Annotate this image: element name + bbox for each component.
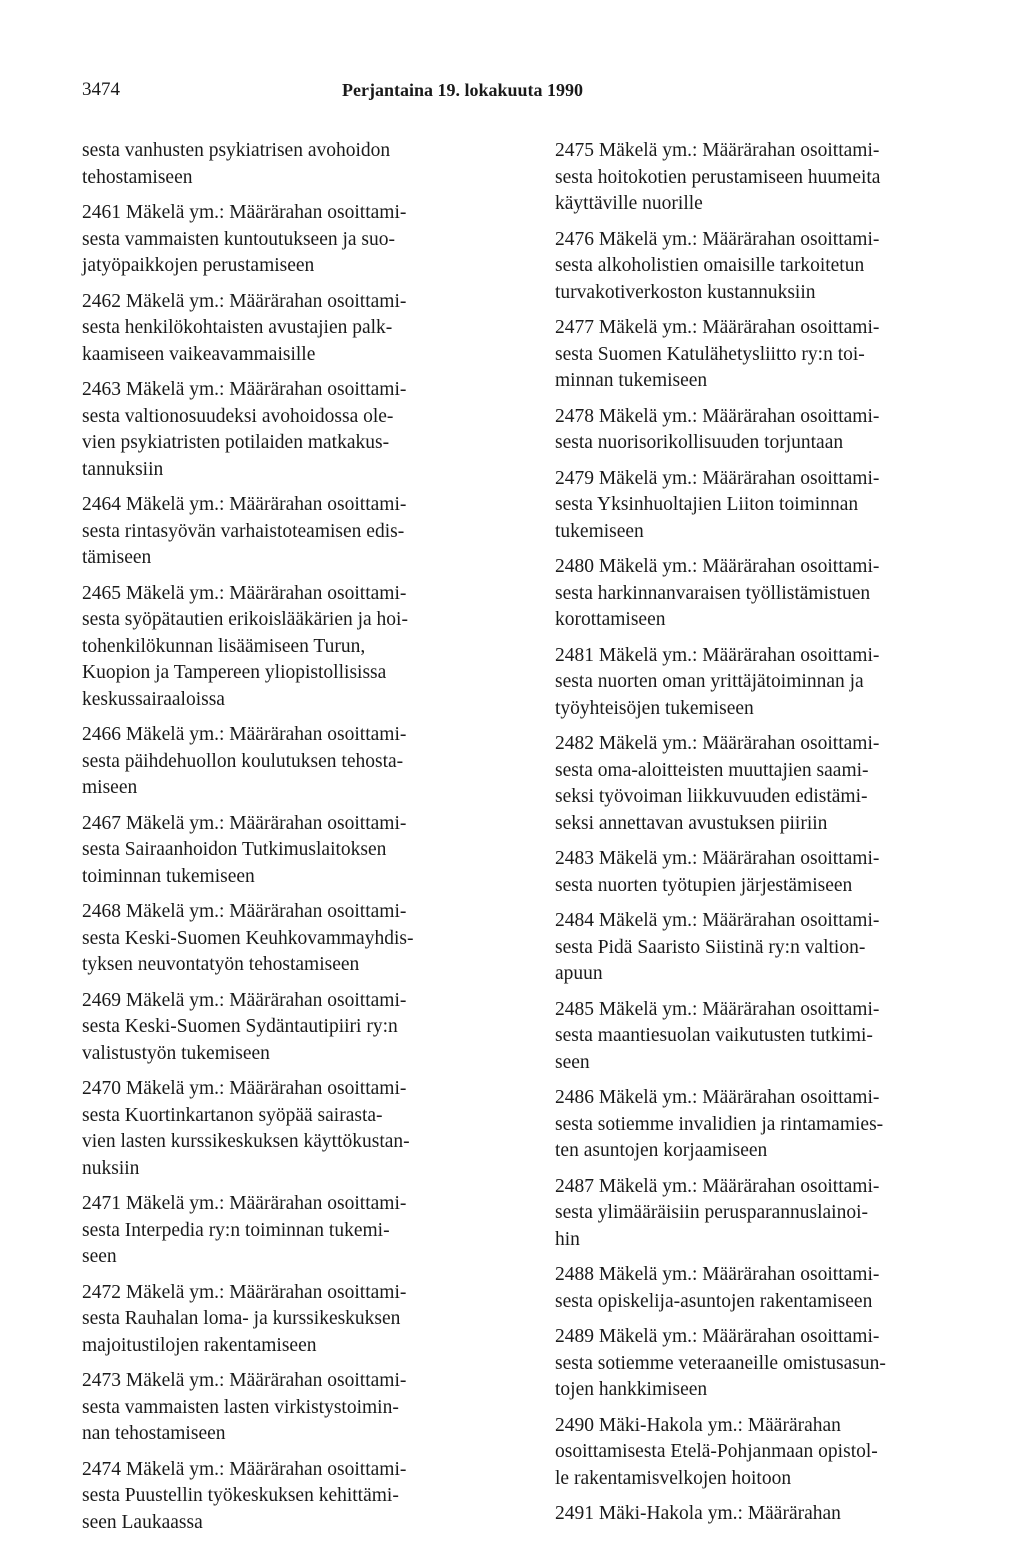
entry: 2488 Mäkelä ym.: Määrärahan osoittami- sesta opiskelija-asuntojen rakentamiseen [555,1264,880,1312]
entry: 2471 Mäkelä ym.: Määrärahan osoittami- sesta Interpedia ry:n toiminnan tukemi- seen [82,1193,407,1267]
entry: 2485 Mäkelä ym.: Määrärahan osoittami- sesta maantiesuolan vaikutusten tutkimi- seen [555,998,880,1073]
entry: 2466 Mäkelä ym.: Määrärahan osoittami- sesta päihdehuollon koulutuksen tehosta- miseen [82,724,407,798]
entry: 2473 Mäkelä ym.: Määrärahan osoittami- sesta vammaisten lasten virkistystoimin- nan tehostamiseen [82,1370,407,1444]
entry: 2463 Mäkelä ym.: Määrärahan osoittami- sesta valtionosuudeksi avohoidossa ole- vien psykiatristen potilaiden matkakus- tannuksiin [82,379,407,480]
entry: 2477 Mäkelä ym.: Määrärahan osoittami- sesta Suomen Katulähetysliitto ry:n toi- minnan tukemiseen [555,317,880,391]
entry: 2478 Mäkelä ym.: Määrärahan osoittami- sesta nuorisorikollisuuden torjuntaan [555,405,880,453]
entry: sesta vanhusten psykiatrisen avohoidon tehostamiseen [82,140,391,188]
entry: 2484 Mäkelä ym.: Määrärahan osoittami- sesta Pidä Saaristo Siistinä ry:n valtion- apuun [555,910,880,984]
entry: 2462 Mäkelä ym.: Määrärahan osoittami- sesta henkilökohtaisten avustajien palk- kaamiseen vaikeavammaisille [82,290,407,365]
left-column [82,138,502,1545]
entry: 2464 Mäkelä ym.: Määrärahan osoittami- sesta rintasyövän varhaistoteamisen edis- tämiseen [82,494,407,568]
entry: 2474 Mäkelä ym.: Määrärahan osoittami- sesta Puustellin työkeskuksen kehittämi- seen Laukaassa [82,1458,407,1533]
entry: 2483 Mäkelä ym.: Määrärahan osoittami- sesta nuorten työtupien järjestämiseen [555,848,880,896]
entry: 2482 Mäkelä ym.: Määrärahan osoittami- sesta oma-aloitteisten muuttajien saami- seksi työvoiman liikkuvuuden edistämi- seksi annettavan avustuksen piiriin [555,733,880,834]
entry: 2468 Mäkelä ym.: Määrärahan osoittami- sesta Keski-Suomen Keuhkovammayhdis- tyksen neuvontatyön tehostamiseen [82,901,414,975]
entry: 2479 Mäkelä ym.: Määrärahan osoittami- sesta Yksinhuoltajien Liiton toiminnan tukemiseen [555,467,880,542]
right-column [555,138,975,1537]
entry: 2470 Mäkelä ym.: Määrärahan osoittami- sesta Kuortinkartanon syöpää sairasta- vien lasten kurssikeskuksen käyttökustan- nuksiin [82,1078,410,1179]
page-number: 3474 [82,79,120,100]
running-head: Perjantaina 19. lokakuuta 1990 [342,80,584,100]
entry: 2467 Mäkelä ym.: Määrärahan osoittami- sesta Sairaanhoidon Tutkimuslaitoksen toiminnan tukemiseen [82,812,407,887]
entry: 2491 Mäki-Hakola ym.: Määrärahan [555,1503,841,1524]
entry: 2461 Mäkelä ym.: Määrärahan osoittami- sesta vammaisten kuntoutukseen ja suo- jatyöpaikkojen perustamiseen [82,202,407,276]
entry: 2469 Mäkelä ym.: Määrärahan osoittami- sesta Keski-Suomen Sydäntautipiiri ry:n valistustyön tukemiseen [82,989,407,1064]
entry: 2476 Mäkelä ym.: Määrärahan osoittami- sesta alkoholistien omaisille tarkoitetun turvakotiverkoston kustannuksiin [555,228,880,303]
entry: 2475 Mäkelä ym.: Määrärahan osoittami- sesta hoitokotien perustamiseen huumeita käyttäville nuorille [555,140,881,214]
entry: 2465 Mäkelä ym.: Määrärahan osoittami- sesta syöpätautien erikoislääkärien ja hoi- tohenkilökunnan lisäämiseen Turun, Kuopion ja Tampereen yliopistollisissa keskussairaaloissa [82,582,408,710]
entry: 2489 Mäkelä ym.: Määrärahan osoittami- sesta sotiemme veteraaneille omistusasun- tojen hankkimiseen [555,1326,886,1400]
entry: 2490 Mäki-Hakola ym.: Määrärahan osoittamisesta Etelä-Pohjanmaan opistol- le rakentamisvelkojen hoitoon [555,1414,878,1489]
entry: 2481 Mäkelä ym.: Määrärahan osoittami- sesta nuorten oman yrittäjätoiminnan ja työyhteisöjen tukemiseen [555,644,880,719]
entry: 2486 Mäkelä ym.: Määrärahan osoittami- sesta sotiemme invalidien ja rintamamies- ten asuntojen korjaamiseen [555,1087,884,1161]
entry: 2472 Mäkelä ym.: Määrärahan osoittami- sesta Rauhalan loma- ja kurssikeskuksen majoitustilojen rakentamiseen [82,1281,407,1356]
page-header [82,78,942,102]
entry: 2480 Mäkelä ym.: Määrärahan osoittami- sesta harkinnanvaraisen työllistämistuen korottamiseen [555,556,880,630]
entry: 2487 Mäkelä ym.: Määrärahan osoittami- sesta ylimääräisiin perusparannuslainoi- hin [555,1175,880,1250]
